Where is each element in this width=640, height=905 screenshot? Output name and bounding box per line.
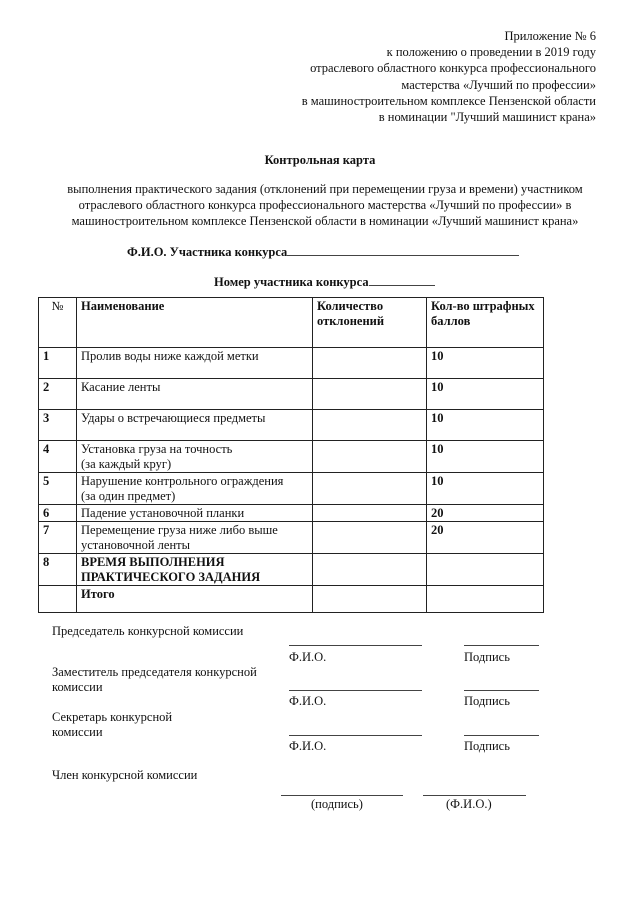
row-name-line: Нарушение контрольного ограждения — [81, 474, 284, 488]
header-deviations: Количество отклонений — [313, 298, 427, 348]
row-number: 6 — [39, 505, 77, 522]
table-total-row — [39, 586, 544, 613]
table-row — [39, 410, 544, 441]
row-number: 7 — [39, 522, 77, 554]
row-name-line: ПРАКТИЧЕСКОГО ЗАДАНИЯ — [81, 570, 261, 584]
row-deviations-cell — [313, 348, 427, 379]
row-number: 3 — [39, 410, 77, 441]
row-deviations-cell — [313, 522, 427, 554]
total-deviations-cell — [313, 586, 427, 613]
document-subtitle: выполнения практического задания (отклонений при перемещении груза и времени) участником отраслевого областного конкурса профессионального мастерства «Лучший по профессии» в машиностроительном комплексе Пензенской области в номинации «Лучший машинист крана» — [67, 182, 583, 228]
participant-number-field — [214, 274, 435, 290]
secretary-signature-line — [464, 735, 539, 736]
row-name-line: ВРЕМЯ ВЫПОЛНЕНИЯ — [81, 555, 225, 569]
total-label: Итого — [77, 586, 313, 613]
participant-name-field — [127, 244, 519, 260]
row-name: Касание ленты — [77, 379, 313, 410]
annex-header — [256, 28, 596, 125]
total-points-cell — [427, 586, 544, 613]
row-name-line: (за один предмет) — [81, 489, 176, 503]
row-name-line: (за каждый круг) — [81, 457, 172, 471]
row-points: 10 — [427, 379, 544, 410]
row-deviations-cell — [313, 410, 427, 441]
row-deviations-cell — [313, 554, 427, 586]
annex-line: отраслевого областного конкурса профессионального — [310, 61, 596, 76]
header-penalty-points: Кол-во штрафных баллов — [427, 298, 544, 348]
row-name: Пролив воды ниже каждой метки — [77, 348, 313, 379]
row-name: Падение установочной планки — [77, 505, 313, 522]
deputy-label-line: комиссии — [52, 680, 103, 694]
table-row — [39, 473, 544, 505]
annex-line: Приложение № 6 — [504, 29, 596, 43]
table-row — [39, 522, 544, 554]
row-name — [77, 554, 313, 586]
deputy-signature-caption: Подпись — [464, 694, 510, 708]
chair-fio-caption: Ф.И.О. — [289, 650, 327, 664]
member-signature-caption: (подпись) — [311, 797, 363, 811]
row-number: 8 — [39, 554, 77, 586]
row-name-line: Установка груза на точность — [81, 442, 233, 456]
table-row — [39, 441, 544, 473]
row-points: 10 — [427, 473, 544, 505]
participant-name-blank — [287, 244, 519, 256]
row-deviations-cell — [313, 379, 427, 410]
document-title: Контрольная карта — [264, 153, 376, 167]
deputy-fio-caption: Ф.И.О. — [289, 694, 327, 708]
table-row — [39, 379, 544, 410]
row-number: 4 — [39, 441, 77, 473]
table-row — [39, 505, 544, 522]
row-points: 20 — [427, 505, 544, 522]
member-fio-caption: (Ф.И.О.) — [446, 797, 492, 811]
secretary-label-line: комиссии — [52, 725, 103, 739]
deputy-fio-line — [289, 690, 422, 691]
deputy-label-line: Заместитель председателя конкурсной — [52, 665, 257, 679]
row-points: 20 — [427, 522, 544, 554]
participant-number-blank — [369, 274, 435, 286]
row-name — [77, 473, 313, 505]
annex-line: мастерства «Лучший по профессии» — [401, 77, 596, 92]
member-signature-line — [281, 795, 403, 796]
scoring-table — [38, 297, 544, 613]
annex-line: к положению о проведении в 2019 году — [386, 45, 596, 60]
row-number: 2 — [39, 379, 77, 410]
row-points: 10 — [427, 348, 544, 379]
chair-label: Председатель конкурсной комиссии — [52, 624, 244, 638]
annex-line: в машиностроительном комплексе Пензенской области — [301, 93, 596, 108]
row-points: 10 — [427, 441, 544, 473]
row-deviations-cell — [313, 473, 427, 505]
annex-line: в номинации "Лучший машинист крана» — [378, 110, 596, 125]
row-number: 5 — [39, 473, 77, 505]
secretary-label — [52, 710, 172, 740]
table-header-row — [39, 298, 544, 348]
table-row — [39, 554, 544, 586]
header-number: № — [39, 298, 77, 348]
row-name: Удары о встречающиеся предметы — [77, 410, 313, 441]
secretary-label-line: Секретарь конкурсной — [52, 710, 173, 724]
secretary-fio-caption: Ф.И.О. — [289, 739, 327, 753]
row-number: 1 — [39, 348, 77, 379]
deputy-label — [52, 665, 257, 695]
chair-signature-line — [464, 645, 539, 646]
row-deviations-cell — [313, 505, 427, 522]
row-name — [77, 441, 313, 473]
total-number-cell — [39, 586, 77, 613]
row-points — [427, 554, 544, 586]
member-label: Член конкурсной комиссии — [52, 768, 198, 782]
row-name-line: Перемещение груза ниже либо выше — [81, 523, 278, 537]
participant-name-label: Ф.И.О. Участника конкурса — [127, 245, 288, 259]
table-row — [39, 348, 544, 379]
chair-signature-caption: Подпись — [464, 650, 510, 664]
row-points: 10 — [427, 410, 544, 441]
member-fio-line — [423, 795, 526, 796]
deputy-signature-line — [464, 690, 539, 691]
secretary-signature-caption: Подпись — [464, 739, 510, 753]
row-name — [77, 522, 313, 554]
row-name-line: установочной ленты — [81, 538, 191, 552]
chair-fio-line — [289, 645, 422, 646]
secretary-fio-line — [289, 735, 422, 736]
row-deviations-cell — [313, 441, 427, 473]
participant-number-label: Номер участника конкурса — [214, 275, 369, 289]
header-name: Наименование — [77, 298, 313, 348]
